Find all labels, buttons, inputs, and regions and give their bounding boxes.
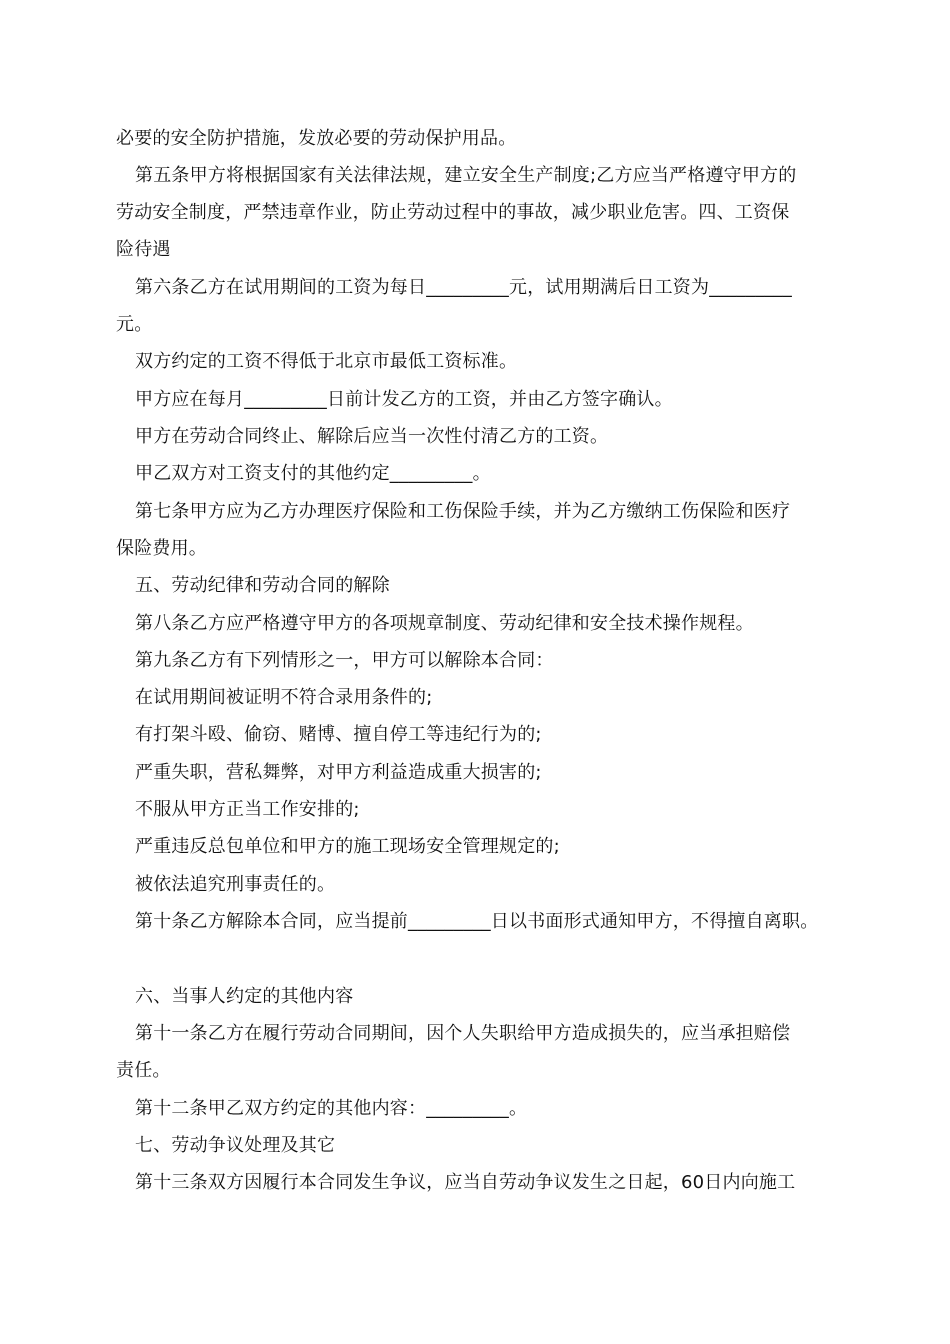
text-line: 劳动安全制度，严禁违章作业，防止劳动过程中的事故，减少职业危害。四、工资保 [116,202,790,223]
article-11-line: 第十一条乙方在履行劳动合同期间，因个人失职给甲方造成损失的，应当承担赔偿 [135,1023,791,1044]
list-item: 在试用期间被证明不符合录用条件的; [135,687,433,708]
section-heading: 七、劳动争议处理及其它 [135,1135,336,1156]
section-heading: 五、劳动纪律和劳动合同的解除 [135,575,390,596]
article-7-line: 第七条甲方应为乙方办理医疗保险和工伤保险手续，并为乙方缴纳工伤保险和医疗 [135,501,791,522]
text-line: 责任。 [116,1060,171,1081]
article-13-line: 第十三条双方因履行本合同发生争议，应当自劳动争议发生之日起，60日内向施工 [135,1172,796,1193]
list-item: 有打架斗殴、偷窃、赌博、擅自停工等违纪行为的; [135,724,542,745]
list-item: 严重违反总包单位和甲方的施工现场安全管理规定的; [135,836,560,857]
list-item: 被依法追究刑事责任的。 [135,874,336,895]
article-12-line: 第十二条甲乙双方约定的其他内容：_________。 [135,1098,528,1119]
list-item: 不服从甲方正当工作安排的; [135,799,360,820]
text-line: 双方约定的工资不得低于北京市最低工资标准。 [135,351,518,372]
article-10-line: 第十条乙方解除本合同，应当提前_________日以书面形式通知甲方，不得擅自离职。 [135,911,819,932]
list-item: 严重失职，营私舞弊，对甲方利益造成重大损害的; [135,762,542,783]
text-line: 险待遇 [116,239,171,260]
text-line: 元。 [116,314,153,335]
text-line: 甲方在劳动合同终止、解除后应当一次性付清乙方的工资。 [135,426,609,447]
article-9-line: 第九条乙方有下列情形之一，甲方可以解除本合同： [135,650,554,671]
article-5-line: 第五条甲方将根据国家有关法律法规，建立安全生产制度;乙方应当严格遵守甲方的 [135,165,797,186]
text-line: 甲乙双方对工资支付的其他约定_________。 [135,463,491,484]
article-6-line: 第六条乙方在试用期间的工资为每日_________元，试用期满后日工资为_________ [135,277,792,298]
text-line: 必要的安全防护措施，发放必要的劳动保护用品。 [116,128,517,149]
text-line: 保险费用。 [116,538,207,559]
section-heading: 六、当事人约定的其他内容 [135,986,354,1007]
text-line: 甲方应在每月_________日前计发乙方的工资，并由乙方签字确认。 [135,389,673,410]
article-8-line: 第八条乙方应严格遵守甲方的各项规章制度、劳动纪律和安全技术操作规程。 [135,613,754,634]
